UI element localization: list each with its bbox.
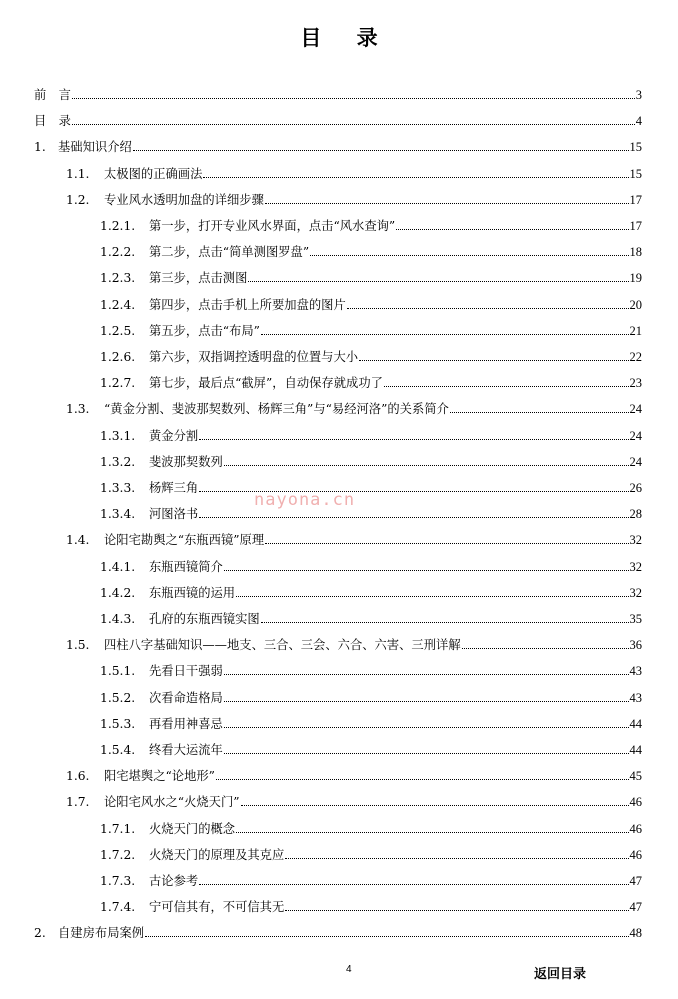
dot-leader (224, 465, 629, 466)
toc-entry[interactable] (66, 529, 642, 547)
toc-entry[interactable] (66, 398, 642, 416)
toc-entry-page: 46 (629, 821, 642, 836)
toc-entry-label: 太极图的正确画法 (104, 166, 203, 181)
toc-entry-number: 1.6. (66, 769, 90, 784)
dot-leader (224, 727, 629, 728)
dot-leader (145, 936, 628, 937)
dot-leader (216, 779, 629, 780)
toc-entry-label: 第七步，最后点“截屏”，自动保存就成功了 (149, 376, 383, 391)
toc-entry-page: 28 (629, 507, 642, 522)
toc-entry-page: 45 (629, 769, 642, 784)
toc-entry-number: 1.4.1. (100, 559, 136, 574)
toc-entry-label: 再看用神喜忌 (149, 716, 223, 731)
toc-entry[interactable] (100, 425, 642, 443)
toc-entry-number: 1.7.2. (100, 847, 136, 862)
toc-entry-label: 四柱八字基础知识——地支、三合、三会、六合、六害、三刑详解 (104, 638, 461, 653)
dot-leader (72, 98, 635, 99)
dot-leader (265, 543, 628, 544)
page-number: 4 (346, 964, 352, 975)
dot-leader (199, 439, 628, 440)
toc-entry-number: 1.2. (66, 192, 90, 207)
toc-entry-number: 1.7.3. (100, 874, 136, 888)
toc-entry-label: 古论参考 (149, 874, 199, 888)
toc-entry-page: 46 (629, 847, 642, 862)
dot-leader (199, 884, 628, 885)
dot-leader (359, 360, 628, 361)
dot-leader (384, 386, 629, 387)
dot-leader (265, 203, 629, 204)
toc-entry-label: “黄金分割、斐波那契数列、杨辉三角”与“易经河洛”的关系简介 (104, 402, 449, 417)
toc-entry-label: 次看命造格局 (149, 690, 223, 705)
dot-leader (133, 150, 629, 151)
toc-entry-number: 1.7. (66, 795, 90, 810)
toc-entry-page: 17 (629, 219, 642, 233)
toc-entry-label: 第四步，点击手机上所要加盘的图片 (149, 297, 346, 312)
toc-entry-number: 1.4.2. (100, 585, 136, 600)
toc-entry-label: 第二步，点击“简单测图罗盘” (149, 245, 310, 260)
dot-leader (224, 701, 629, 702)
toc-entry-page: 43 (629, 690, 642, 705)
toc-entry-page: 18 (629, 245, 642, 260)
toc-entry-number: 1.7.4. (100, 900, 136, 915)
toc-entry-number: 1.5.3. (100, 716, 136, 731)
toc-entry[interactable] (66, 634, 642, 652)
toc-entry-page: 46 (629, 795, 642, 810)
toc-entry[interactable] (100, 870, 642, 888)
dot-leader (285, 910, 628, 911)
toc-entry-label: 河图洛书 (149, 507, 199, 522)
toc-entry-label: 杨辉三角 (149, 481, 199, 495)
toc-entry-page: 32 (629, 585, 642, 600)
toc-entry-page: 32 (629, 533, 642, 548)
toc-entry-number: 1.3.4. (100, 507, 136, 522)
dot-leader (261, 622, 629, 623)
toc-entry[interactable] (66, 189, 642, 207)
toc-entry-number: 1.5.1. (100, 664, 136, 679)
toc-entry-page: 23 (629, 376, 642, 391)
toc-entry[interactable] (100, 477, 642, 495)
toc-entry-label: 第六步，双指调控透明盘的位置与大小 (149, 350, 359, 364)
toc-entry-page: 35 (629, 612, 642, 626)
dot-leader (450, 412, 629, 413)
toc-entry[interactable] (34, 110, 642, 128)
toc-entry-label: 目 录 (34, 114, 71, 129)
dot-leader (241, 805, 629, 806)
toc-entry-label: 东瓶西镜简介 (149, 559, 223, 574)
toc-entry[interactable] (100, 215, 642, 233)
toc-entry[interactable] (34, 84, 642, 102)
toc-entry-page: 4 (635, 114, 642, 129)
toc-entry-number: 1.4. (66, 533, 90, 548)
toc-entry-label: 第一步，打开专业风水界面，点击“风水查询” (149, 219, 396, 233)
dot-leader (285, 858, 628, 859)
watermark: nayona.cn (254, 490, 356, 510)
toc-entry-label: 孔府的东瓶西镜实图 (149, 612, 260, 626)
toc-entry-number: 1.2.6. (100, 350, 136, 364)
dot-leader (236, 832, 628, 833)
dot-leader (310, 255, 628, 256)
toc-entry-page: 15 (629, 140, 642, 155)
toc-entry[interactable] (100, 346, 642, 364)
toc-entry-page: 36 (629, 638, 642, 653)
toc-entry-label: 阳宅堪舆之“论地形” (104, 769, 215, 784)
toc-entry-label: 宁可信其有，不可信其无 (149, 900, 285, 915)
toc-entry[interactable] (100, 582, 642, 600)
toc-entry-label: 斐波那契数列 (149, 454, 223, 469)
toc-entry-page: 47 (629, 900, 642, 915)
toc-entry-label: 东瓶西镜的运用 (149, 585, 236, 600)
toc-entry[interactable] (100, 818, 642, 836)
dot-leader (261, 334, 629, 335)
toc-entry-page: 24 (629, 454, 642, 469)
toc-entry-number: 1.3.3. (100, 481, 136, 495)
toc-entry-label: 第三步，点击测图 (149, 271, 248, 286)
toc-entry[interactable] (100, 503, 642, 521)
dot-leader (248, 281, 628, 282)
toc-entry-label: 基础知识介绍 (58, 140, 132, 155)
toc-entry-label: 专业风水透明加盘的详细步骤 (104, 192, 264, 207)
toc-entry[interactable] (66, 765, 642, 783)
toc-entry-label: 第五步，点击“布局” (149, 323, 260, 338)
toc-entry-number: 1.5.2. (100, 690, 136, 705)
toc-entry-label: 先看日干强弱 (149, 664, 223, 679)
toc-entry[interactable] (100, 294, 642, 312)
toc-entry[interactable] (66, 163, 642, 181)
dot-leader (203, 177, 628, 178)
toc-entry-page: 48 (629, 926, 642, 941)
toc-entry[interactable] (100, 687, 642, 705)
toc-entry-page: 17 (629, 192, 642, 207)
toc-entry-number: 1. (34, 140, 46, 155)
toc-entry-number: 1.1. (66, 166, 90, 181)
toc-entry[interactable] (34, 136, 642, 154)
toc-entry[interactable] (100, 451, 642, 469)
toc-entry-label: 论阳宅勘舆之“东瓶西镜”原理 (104, 533, 265, 548)
toc-entry[interactable] (100, 844, 642, 862)
toc-entry-number: 2. (34, 926, 46, 941)
dot-leader (199, 517, 628, 518)
dot-leader (224, 674, 629, 675)
toc-entry[interactable] (100, 713, 642, 731)
toc-entry-page: 44 (629, 743, 642, 757)
toc-entry[interactable] (100, 556, 642, 574)
toc-title: 目 录 (300, 26, 392, 50)
toc-entry[interactable] (100, 660, 642, 678)
toc-entry-number: 1.3.2. (100, 454, 136, 469)
dot-leader (347, 308, 629, 309)
toc-entry-number: 1.3.1. (100, 428, 136, 443)
toc-entry-page: 43 (629, 664, 642, 679)
dot-leader (236, 596, 628, 597)
toc-entry-number: 1.2.4. (100, 297, 136, 312)
toc-entry-number: 1.2.2. (100, 245, 136, 260)
toc-entry[interactable] (100, 267, 642, 285)
dot-leader (72, 124, 635, 125)
toc-entry[interactable] (100, 896, 642, 914)
toc-entry-page: 22 (629, 350, 642, 364)
toc-entry-label: 火烧天门的原理及其克应 (149, 847, 285, 862)
toc-entry-page: 15 (629, 166, 642, 181)
toc-entry-page: 21 (629, 323, 642, 338)
toc-entry[interactable] (100, 608, 642, 626)
toc-entry-number: 1.2.3. (100, 271, 136, 286)
toc-entry[interactable] (100, 372, 642, 390)
toc-entry-page: 32 (629, 559, 642, 574)
toc-entry-page: 19 (629, 271, 642, 286)
back-to-toc-link[interactable]: 返回目录 (534, 967, 587, 982)
toc-entry[interactable] (100, 241, 642, 259)
toc-entry-page: 24 (629, 428, 642, 443)
toc-entry-page: 20 (629, 297, 642, 312)
dot-leader (224, 570, 629, 571)
dot-leader (224, 753, 629, 754)
toc-entry-page: 47 (629, 874, 642, 888)
dot-leader (396, 229, 628, 230)
toc-entry-label: 火烧天门的概念 (149, 821, 236, 836)
toc-entry-number: 1.5. (66, 638, 90, 653)
toc-entry-page: 26 (629, 481, 642, 495)
toc-entry-number: 1.4.3. (100, 612, 136, 626)
toc-entry[interactable] (100, 739, 642, 757)
toc-entry[interactable] (66, 791, 642, 809)
toc-entry-number: 1.2.1. (100, 219, 136, 233)
toc-entry-number: 1.2.5. (100, 323, 136, 338)
toc-entry[interactable] (100, 320, 642, 338)
toc-entry-page: 24 (629, 402, 642, 417)
toc-entry-label: 前 言 (34, 88, 71, 102)
toc-entry-number: 1.5.4. (100, 743, 136, 757)
toc-entry-number: 1.2.7. (100, 376, 136, 391)
toc-entry-label: 终看大运流年 (149, 743, 223, 757)
toc-entry-label: 自建房布局案例 (58, 926, 145, 941)
toc-entry-number: 1.3. (66, 402, 90, 417)
dot-leader (462, 648, 629, 649)
toc-entry-page: 3 (635, 88, 642, 102)
toc-entry-number: 1.7.1. (100, 821, 136, 836)
toc-entry-label: 论阳宅风水之“火烧天门” (104, 795, 240, 810)
toc-entry[interactable] (34, 922, 642, 940)
toc-entry-label: 黄金分割 (149, 428, 199, 443)
toc-entry-page: 44 (629, 716, 642, 731)
